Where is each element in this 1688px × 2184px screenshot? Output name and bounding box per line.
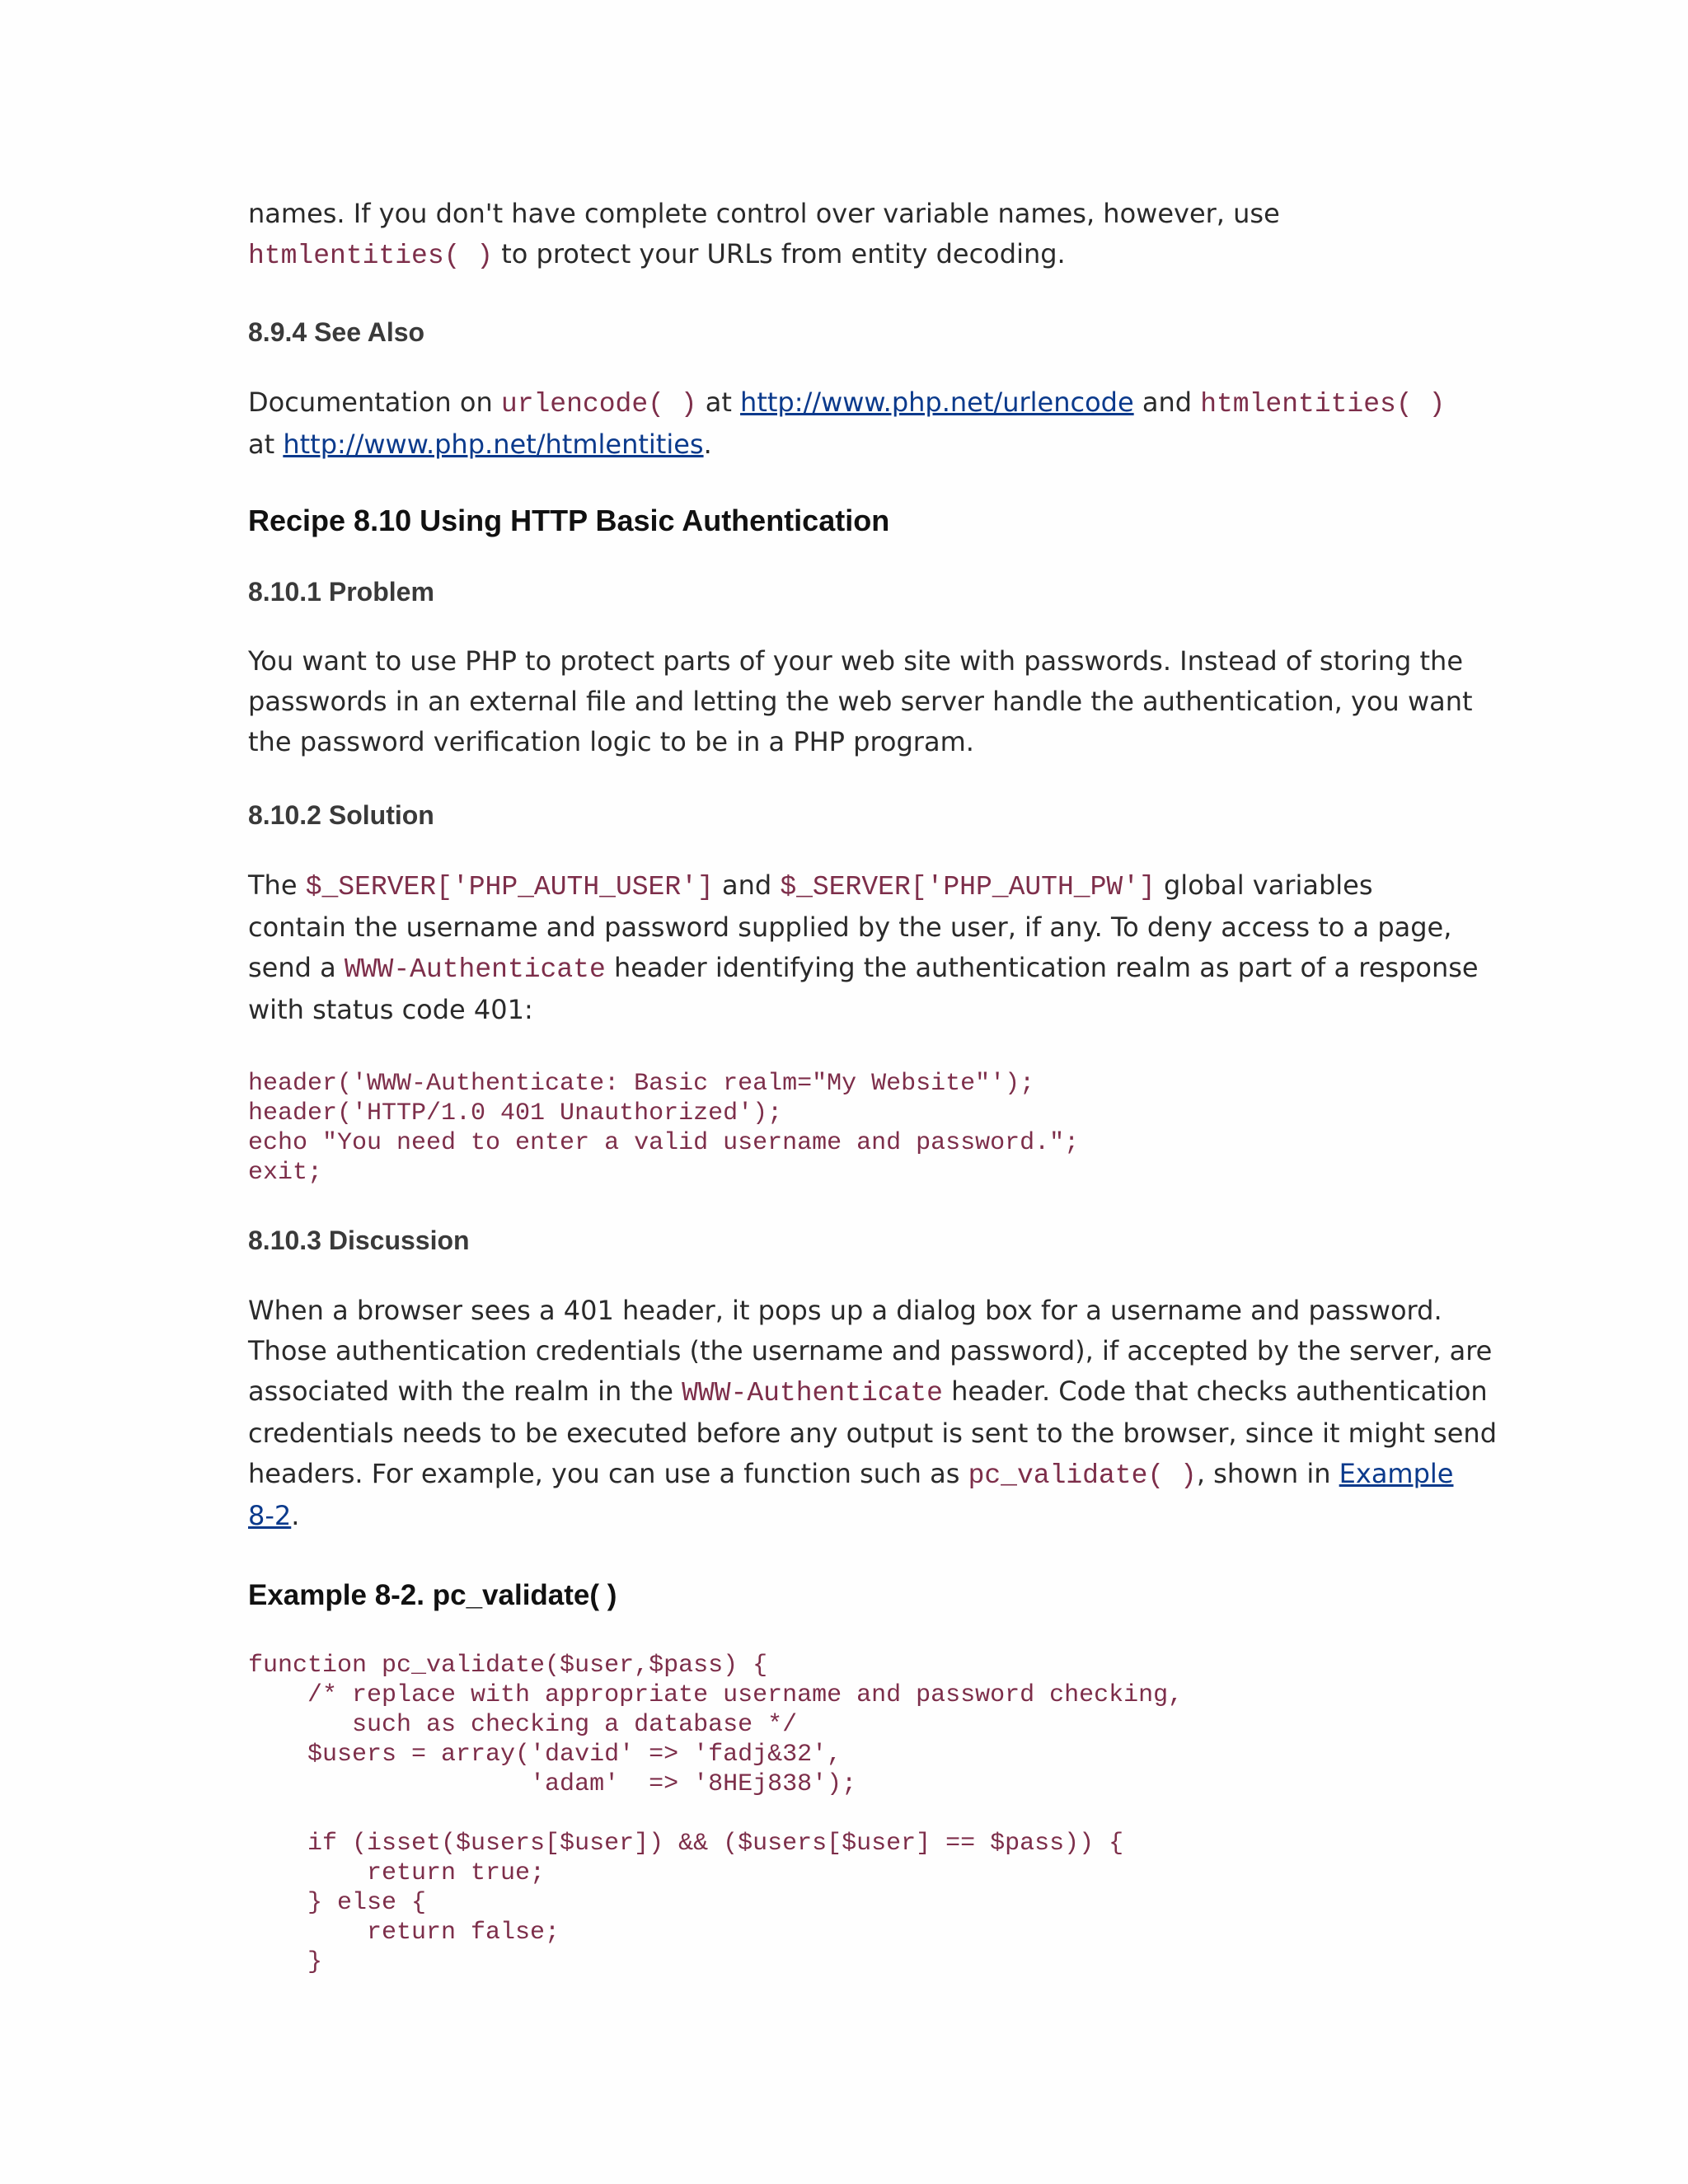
problem-paragraph	[248, 641, 1473, 762]
see-also-text: .	[703, 429, 712, 460]
intro-paragraph	[248, 194, 1451, 276]
problem-line-2: passwords in an external file and letting the web server handle the authentication, you want	[248, 686, 1473, 717]
discussion-code-www-authenticate: WWW-Authenticate	[682, 1378, 943, 1408]
link-example-8-2-cont[interactable]: 8-2	[248, 1500, 292, 1531]
link-example-8-2[interactable]: Example	[1339, 1458, 1454, 1489]
discussion-line-4: credentials needs to be executed before any output is sent to the browser, since it might send	[248, 1418, 1497, 1449]
discussion-paragraph	[248, 1291, 1497, 1536]
link-urlencode[interactable]: http://www.php.net/urlencode	[740, 387, 1134, 418]
discussion-text: header. Code that checks authentication	[942, 1376, 1488, 1407]
discussion-text: , shown in	[1196, 1458, 1339, 1489]
solution-code-auth-pw: $_SERVER['PHP_AUTH_PW']	[780, 872, 1156, 902]
see-also-text: and	[1133, 387, 1201, 418]
see-also-paragraph	[248, 382, 1451, 465]
heading-solution: 8.10.2 Solution	[248, 800, 434, 830]
heading-example: Example 8-2. pc_validate( )	[248, 1579, 617, 1611]
link-htmlentities[interactable]: http://www.php.net/htmlentities	[283, 429, 704, 460]
see-also-code-htmlentities: htmlentities( )	[1200, 389, 1446, 419]
solution-text: global variables	[1155, 869, 1373, 901]
intro-code-htmlentities: htmlentities( )	[248, 241, 494, 271]
solution-paragraph	[248, 865, 1479, 1030]
heading-recipe: Recipe 8.10 Using HTTP Basic Authentication	[248, 504, 890, 537]
example-code-block: function pc_validate($user,$pass) { /* replace with appropriate username and password checking, such as checking a database */ $users = array('david' => 'fadj&32', 'adam' => '8HEj838'); if (isset($users[$user]) && ($users[$user] == $pass)) { return true; } else { return false; }	[248, 1652, 1184, 1976]
heading-problem: 8.10.1 Problem	[248, 577, 434, 607]
see-also-text: Documentation on	[248, 387, 501, 418]
discussion-code-pc-validate: pc_validate( )	[968, 1460, 1197, 1491]
intro-line-1: names. If you don't have complete control over variable names, however, use	[248, 198, 1280, 229]
discussion-text: .	[291, 1500, 300, 1531]
see-also-text: at	[248, 429, 284, 460]
solution-text: and	[713, 869, 781, 901]
see-also-code-urlencode: urlencode( )	[500, 389, 697, 419]
solution-code-auth-user: $_SERVER['PHP_AUTH_USER']	[305, 872, 714, 902]
solution-text: send a	[248, 952, 345, 983]
solution-code-block: header('WWW-Authenticate: Basic realm="My Website"'); header('HTTP/1.0 401 Unauthorized'); echo "You need to enter a valid username and password."; exit;	[248, 1070, 1080, 1187]
discussion-line-1: When a browser sees a 401 header, it pops up a dialog box for a username and password.	[248, 1295, 1442, 1326]
heading-see-also: 8.9.4 See Also	[248, 317, 425, 347]
problem-line-3: the password verification logic to be in a PHP program.	[248, 726, 974, 757]
discussion-text: headers. For example, you can use a function such as	[248, 1458, 968, 1489]
intro-line-2: to protect your URLs from entity decoding.	[493, 238, 1066, 269]
solution-line-4: with status code 401:	[248, 994, 533, 1025]
heading-discussion: 8.10.3 Discussion	[248, 1226, 470, 1255]
solution-text: header identifying the authentication realm as part of a response	[605, 952, 1479, 983]
problem-line-1: You want to use PHP to protect parts of your web site with passwords. Instead of storing the	[248, 645, 1464, 677]
see-also-text: at	[696, 387, 741, 418]
discussion-text: associated with the realm in the	[248, 1376, 682, 1407]
solution-text: The	[248, 869, 306, 901]
discussion-line-2: Those authentication credentials (the username and password), if accepted by the server, are	[248, 1335, 1493, 1366]
solution-code-www-authenticate: WWW-Authenticate	[344, 954, 606, 985]
solution-line-2: contain the username and password supplied by the user, if any. To deny access to a page,	[248, 912, 1452, 943]
